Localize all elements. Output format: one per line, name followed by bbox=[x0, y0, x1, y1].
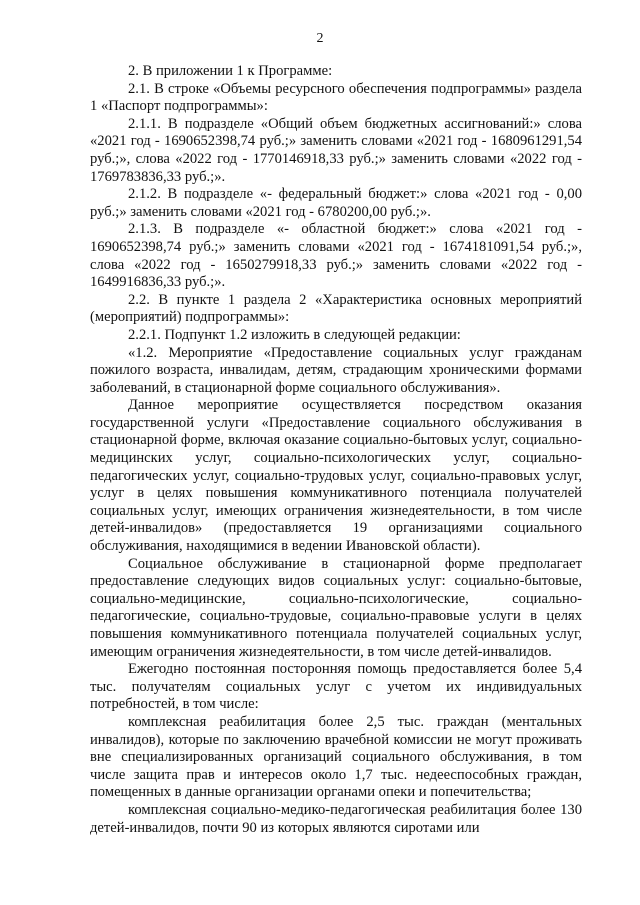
paragraph: 2.1.2. В подразделе «- федеральный бюджет:» слова «2021 год - 0,00 руб.;» заменить словами «2021 год - 6780200,00 руб.;». bbox=[90, 186, 582, 220]
page-number: 2 bbox=[316, 31, 324, 46]
paragraph: 2.1.3. В подразделе «- областной бюджет:» слова «2021 год - 1690652398,74 руб.;» заменить словами «2021 год - 1674181091,54 руб.;», слова «2022 год - 1650279918,33 руб.;» заменить словами «2022 год - 1649916836,33 руб.;». bbox=[90, 221, 582, 291]
paragraph: «1.2. Мероприятие «Предоставление социальных услуг гражданам пожилого возраста, инвалидам, детям, страдающим хроническими формами заболеваний, в стационарной форме социального обслуживания». bbox=[90, 344, 582, 396]
paragraph: Социальное обслуживание в стационарной форме предполагает предоставление следующих видов социальных услуг: социально-бытовые, социально-медицинские, социально-психологические, социально-педагогические, социально-трудовые, социально-правовые услуги в целях повышения коммуникативного потенциала получателей социальных услуг, имеющим ограничения жизнедеятельности, в том числе детей-инвалидов. bbox=[90, 555, 582, 660]
paragraph: 2. В приложении 1 к Программе: bbox=[128, 63, 333, 79]
paragraph: 2.2.1. Подпункт 1.2 изложить в следующей редакции: bbox=[128, 326, 461, 343]
paragraph: 2.1. В строке «Объемы ресурсного обеспечения подпрограммы» раздела 1 «Паспорт подпрограммы»: bbox=[90, 80, 582, 115]
paragraph: Ежегодно постоянная посторонняя помощь предоставляется более 5,4 тыс. получателям социальных услуг с учетом их индивидуальных потребностей, в том числе: bbox=[90, 661, 582, 713]
paragraph: Данное мероприятие осуществляется посредством оказания государственной услуги «Предоставление социального обслуживания в стационарной форме, включая оказание социально-бытовых услуг, социально-медицинских услуг, социально-психологических услуг, социально-педагогических услуг, социально-трудовых услуг, социально-правовых услуг, услуг в целях повышения коммуникативного потенциала получателей социальных услуг, имеющих ограничения жизнедеятельности, в том числе детей-инвалидов» (предоставляется 19 организациями социального обслуживания, находящимися в ведении Ивановской области). bbox=[90, 397, 582, 555]
document-body bbox=[90, 63, 582, 837]
paragraph: 2.1.1. В подразделе «Общий объем бюджетных ассигнований:» слова «2021 год - 1690652398,74 руб.;» заменить словами «2021 год - 1680961291,54 руб.;», слова «2022 год - 1770146918,33 руб.;» заменить словами «2022 год - 1769783836,33 руб.;». bbox=[90, 115, 582, 185]
paragraph: 2.2. В пункте 1 раздела 2 «Характеристика основных мероприятий (мероприятий) подпрограммы»: bbox=[90, 291, 582, 326]
paragraph: комплексная реабилитация более 2,5 тыс. граждан (ментальных инвалидов), которые по заключению врачебной комиссии не могут проживать вне специализированных организаций социального обслуживания, в том числе защита прав и интересов около 1,7 тыс. недееспособных граждан, помещенных в данные организации органами опеки и попечительства; bbox=[90, 713, 582, 801]
paragraph: комплексная социально-медико-педагогическая реабилитация более 130 детей-инвалидов, почти 90 из которых являются сиротами или bbox=[90, 801, 582, 836]
